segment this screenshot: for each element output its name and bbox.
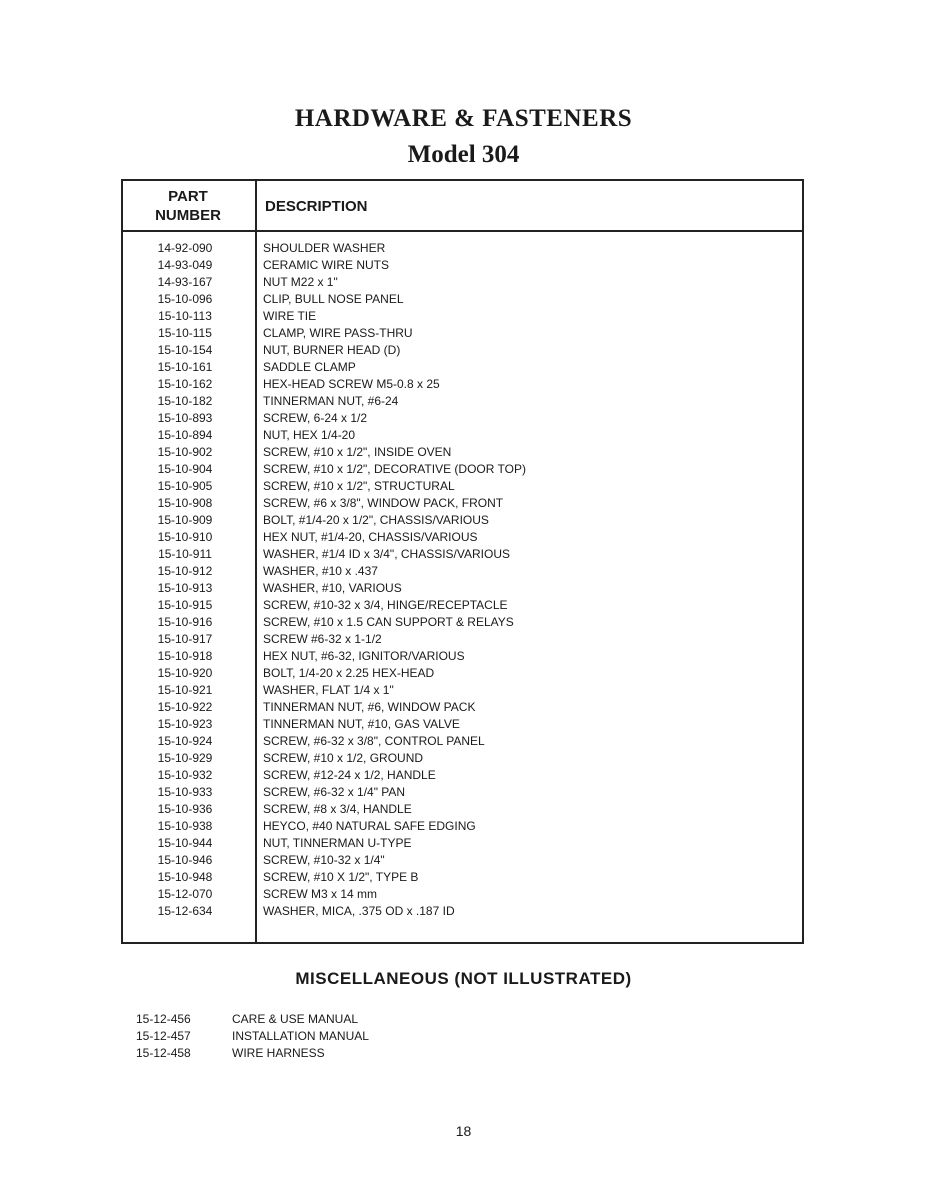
misc-list bbox=[136, 1010, 369, 1061]
part-number: 15-10-922 bbox=[157, 699, 213, 714]
table-row bbox=[123, 545, 802, 562]
part-description: SCREW #6-32 x 1-1/2 bbox=[263, 631, 382, 646]
header-part-number-line: NUMBER bbox=[155, 207, 221, 224]
part-number: 15-10-115 bbox=[158, 325, 212, 340]
part-description: HEYCO, #40 NATURAL SAFE EDGING bbox=[263, 818, 476, 833]
table-row bbox=[123, 239, 802, 256]
part-number: 15-10-182 bbox=[157, 393, 213, 408]
part-description: WASHER, MICA, .375 OD x .187 ID bbox=[263, 903, 455, 918]
table-row bbox=[123, 766, 802, 783]
part-description: SHOULDER WASHER bbox=[263, 240, 386, 255]
table-row bbox=[123, 681, 802, 698]
part-number: 15-10-915 bbox=[157, 597, 213, 612]
table-row bbox=[123, 698, 802, 715]
misc-heading: MISCELLANEOUS (NOT ILLUSTRATED) bbox=[295, 969, 632, 988]
part-number: 15-12-070 bbox=[157, 886, 213, 901]
table-row bbox=[123, 256, 802, 273]
table-row bbox=[123, 630, 802, 647]
header-description: DESCRIPTION bbox=[265, 198, 368, 215]
table-row bbox=[123, 885, 802, 902]
table-row bbox=[123, 732, 802, 749]
part-number: 15-10-096 bbox=[157, 291, 213, 306]
part-description: HEX NUT, #1/4-20, CHASSIS/VARIOUS bbox=[263, 529, 478, 544]
part-description: SCREW, #10 X 1/2", TYPE B bbox=[263, 869, 419, 884]
part-number: 15-10-904 bbox=[157, 461, 213, 476]
part-number: 15-10-894 bbox=[157, 427, 213, 442]
table-row bbox=[123, 783, 802, 800]
part-description: BOLT, #1/4-20 x 1/2", CHASSIS/VARIOUS bbox=[263, 512, 489, 527]
part-description: INSTALLATION MANUAL bbox=[232, 1028, 369, 1043]
part-description: NUT, HEX 1/4-20 bbox=[263, 427, 356, 442]
part-number: 15-10-912 bbox=[157, 563, 213, 578]
table-row bbox=[123, 426, 802, 443]
table-row bbox=[123, 562, 802, 579]
part-number: 15-10-908 bbox=[157, 495, 213, 510]
part-description: CERAMIC WIRE NUTS bbox=[263, 257, 389, 272]
part-description: SCREW, #10-32 x 1/4" bbox=[263, 852, 385, 867]
table-row bbox=[123, 800, 802, 817]
part-description: WASHER, #10 x .437 bbox=[263, 563, 378, 578]
table-row bbox=[136, 1010, 369, 1027]
table-row bbox=[123, 579, 802, 596]
table-row bbox=[123, 477, 802, 494]
table-row bbox=[123, 528, 802, 545]
part-description: HEX NUT, #6-32, IGNITOR/VARIOUS bbox=[263, 648, 465, 663]
part-number: 15-10-916 bbox=[157, 614, 213, 629]
part-number: 15-10-154 bbox=[157, 342, 213, 357]
part-number: 15-10-911 bbox=[158, 546, 212, 561]
table-row bbox=[123, 613, 802, 630]
part-number: 15-10-902 bbox=[157, 444, 213, 459]
part-number: 15-10-921 bbox=[157, 682, 213, 697]
part-description: CLAMP, WIRE PASS-THRU bbox=[263, 325, 413, 340]
part-description: SCREW, 6-24 x 1/2 bbox=[263, 410, 368, 425]
part-description: SCREW, #10 x 1/2", INSIDE OVEN bbox=[263, 444, 452, 459]
table-row bbox=[123, 290, 802, 307]
part-description: WASHER, FLAT 1/4 x 1" bbox=[263, 682, 394, 697]
part-number: 15-10-161 bbox=[157, 359, 213, 374]
part-number: 15-10-917 bbox=[157, 631, 213, 646]
part-number: 15-10-929 bbox=[157, 750, 213, 765]
parts-table bbox=[121, 179, 804, 944]
table-row bbox=[123, 664, 802, 681]
table-row bbox=[123, 392, 802, 409]
table-row bbox=[123, 324, 802, 341]
table-row bbox=[136, 1044, 369, 1061]
page-number: 18 bbox=[455, 1123, 472, 1139]
part-number: 14-92-090 bbox=[157, 240, 213, 255]
part-number: 15-10-948 bbox=[157, 869, 213, 884]
part-description: HEX-HEAD SCREW M5-0.8 x 25 bbox=[263, 376, 440, 391]
page-subtitle: Model 304 bbox=[407, 141, 520, 168]
part-description: SCREW, #10-32 x 3/4, HINGE/RECEPTACLE bbox=[263, 597, 508, 612]
table-row bbox=[123, 375, 802, 392]
part-number: 15-10-920 bbox=[157, 665, 213, 680]
part-number: 15-10-936 bbox=[157, 801, 213, 816]
table-row bbox=[123, 851, 802, 868]
part-number: 15-12-634 bbox=[157, 903, 213, 918]
table-row bbox=[123, 902, 802, 919]
part-description: WIRE HARNESS bbox=[232, 1045, 325, 1060]
part-number: 15-12-457 bbox=[136, 1028, 191, 1043]
part-number: 15-10-924 bbox=[157, 733, 213, 748]
part-description: SCREW, #6-32 x 3/8", CONTROL PANEL bbox=[263, 733, 485, 748]
part-number: 15-12-456 bbox=[136, 1011, 191, 1026]
header-part-number-line: PART bbox=[168, 188, 208, 205]
table-row bbox=[123, 443, 802, 460]
part-number: 15-10-918 bbox=[157, 648, 213, 663]
part-number: 15-10-905 bbox=[157, 478, 213, 493]
table-row bbox=[123, 647, 802, 664]
part-number: 14-93-167 bbox=[157, 274, 213, 289]
table-row bbox=[123, 817, 802, 834]
part-description: WASHER, #1/4 ID x 3/4", CHASSIS/VARIOUS bbox=[263, 546, 510, 561]
part-number: 15-10-893 bbox=[157, 410, 213, 425]
part-number: 15-10-946 bbox=[157, 852, 213, 867]
part-number: 15-10-944 bbox=[157, 835, 213, 850]
part-description: WIRE TIE bbox=[263, 308, 317, 323]
part-description: SCREW, #10 x 1/2", DECORATIVE (DOOR TOP) bbox=[263, 461, 526, 476]
table-row bbox=[123, 409, 802, 426]
page-title: HARDWARE & FASTENERS bbox=[294, 105, 633, 132]
table-row bbox=[123, 460, 802, 477]
part-description: SCREW, #8 x 3/4, HANDLE bbox=[263, 801, 412, 816]
part-number: 14-93-049 bbox=[157, 257, 213, 272]
part-description: SCREW, #10 x 1/2, GROUND bbox=[263, 750, 424, 765]
header-divider bbox=[123, 230, 802, 232]
table-row bbox=[123, 511, 802, 528]
part-number: 15-10-910 bbox=[157, 529, 213, 544]
table-row bbox=[123, 494, 802, 511]
part-description: SCREW, #6 x 3/8", WINDOW PACK, FRONT bbox=[263, 495, 504, 510]
part-number: 15-10-932 bbox=[157, 767, 213, 782]
part-description: NUT M22 x 1" bbox=[263, 274, 338, 289]
part-description: CLIP, BULL NOSE PANEL bbox=[263, 291, 404, 306]
header-part-number bbox=[123, 187, 253, 225]
part-description: BOLT, 1/4-20 x 2.25 HEX-HEAD bbox=[263, 665, 435, 680]
part-number: 15-10-113 bbox=[158, 308, 212, 323]
part-description: SADDLE CLAMP bbox=[263, 359, 356, 374]
table-row bbox=[123, 307, 802, 324]
table-row bbox=[123, 715, 802, 732]
part-number: 15-10-909 bbox=[157, 512, 213, 527]
part-number: 15-10-923 bbox=[157, 716, 213, 731]
part-number: 15-10-933 bbox=[157, 784, 213, 799]
part-description: NUT, TINNERMAN U-TYPE bbox=[263, 835, 412, 850]
part-description: TINNERMAN NUT, #10, GAS VALVE bbox=[263, 716, 460, 731]
part-description: SCREW M3 x 14 mm bbox=[263, 886, 378, 901]
table-row bbox=[123, 273, 802, 290]
part-number: 15-10-938 bbox=[157, 818, 213, 833]
table-body bbox=[123, 239, 802, 919]
table-row bbox=[123, 596, 802, 613]
part-description: WASHER, #10, VARIOUS bbox=[263, 580, 402, 595]
part-description: SCREW, #10 x 1/2", STRUCTURAL bbox=[263, 478, 455, 493]
part-number: 15-10-913 bbox=[157, 580, 213, 595]
part-description: CARE & USE MANUAL bbox=[232, 1011, 359, 1026]
part-description: SCREW, #12-24 x 1/2, HANDLE bbox=[263, 767, 436, 782]
part-description: SCREW, #10 x 1.5 CAN SUPPORT & RELAYS bbox=[263, 614, 514, 629]
part-description: SCREW, #6-32 x 1/4" PAN bbox=[263, 784, 406, 799]
table-row bbox=[123, 868, 802, 885]
part-number: 15-10-162 bbox=[157, 376, 213, 391]
part-description: TINNERMAN NUT, #6-24 bbox=[263, 393, 399, 408]
table-row bbox=[123, 341, 802, 358]
part-description: NUT, BURNER HEAD (D) bbox=[263, 342, 401, 357]
table-row bbox=[123, 834, 802, 851]
table-row bbox=[136, 1027, 369, 1044]
table-row bbox=[123, 749, 802, 766]
part-number: 15-12-458 bbox=[136, 1045, 191, 1060]
table-row bbox=[123, 358, 802, 375]
part-description: TINNERMAN NUT, #6, WINDOW PACK bbox=[263, 699, 476, 714]
